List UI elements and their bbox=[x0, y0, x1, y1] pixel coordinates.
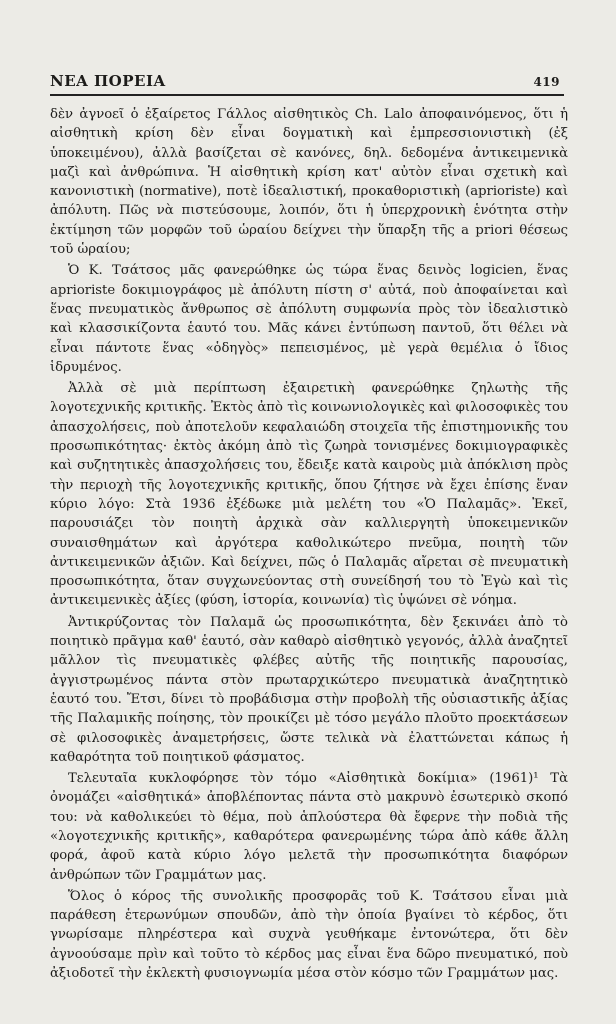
paragraph-5: Τελευταῖα κυκλοφόρησε τὸν τόμο «Αἰσθητικὰ δοκίμια» (1961)¹ Τὰ ὀνομάζει «αἰσθητικά» ἀποβλέποντας πάντα στὸ μακρυνὸ ἐσωτερικὸ σκοπό του: νὰ καθολικεύει τὸ θέμα, ποὺ ἁπλούστερα θὰ ἔφερνε τὴν ποδιὰ τῆς «λογοτεχνικῆς κριτικῆς», καθαρότερα φανερωμένης τώρα ἀπὸ κάθε ἄλλη φορά, ἀφοῦ κατὰ κύριο λόγο μελετᾶ τὴν προσωπικότητα διαφόρων ἀνθρώπων τῶν Γραμμάτων μας. bbox=[50, 771, 568, 883]
paragraph-1: δὲν ἀγνοεῖ ὁ ἐξαίρετος Γάλλος αἰσθητικὸς Ch. Lalo ἀποφαινόμενος, ὅτι ἡ αἰσθητικὴ κρίση δὲν εἶναι δογματικὴ καὶ ἐμπρεσσιονιστικὴ (ἐξ ὑποκειμένου), ἀλλὰ βασίζεται σὲ κανόνες, δηλ. δεδομένα ἀντικειμενικὰ μαζὶ καὶ ἀνθρώπινα. Ἡ αἰσθητικὴ κρίση κατ' αὐτὸν εἶναι σχετικὴ καὶ κανονιστικὴ (normative), ποτὲ ἰδεαλιστική, προκαθοριστικὴ (aprioriste) καὶ ἀπόλυτη. Πῶς νὰ πιστεύσουμε, λοιπόν, ὅτι ἡ ὑπερχρονικὴ ἑνότητα στὴν ἐκτίμηση τῶν μορφῶν τοῦ ὡραίου δείχνει τὴν ὕπαρξη τῆς a priori θέσεως τοῦ ὡραίου; bbox=[50, 107, 568, 258]
running-header bbox=[50, 72, 568, 90]
page-number: 419 bbox=[533, 75, 560, 89]
paragraph-6: Ὅλος ὁ κόρος τῆς συνολικῆς προσφορᾶς τοῦ Κ. Τσάτσου εἶναι μιὰ παράθεση ἑτερωνύμων σπουδῶν, ἀπὸ τὴν ὁποία βγαίνει τὸ κέρδος, ὅτι γνωρίσαμε πληρέστερα καὶ συχνὰ γευθήκαμε ἐντονώτερα, ὅτι δὲν ἀγνοούσαμε πρὶν καὶ τοῦτο τὸ κέρδος μας εἶναι ἕνα δῶρο πνευματικό, ποὺ ἀξιοδοτεῖ τὴν ἐκλεκτὴ φυσιογνωμία μέσα στὸν κόσμο τῶν Γραμμάτων μας. bbox=[50, 888, 568, 982]
paragraph-4: Ἀντικρύζοντας τὸν Παλαμᾶ ὡς προσωπικότητα, δὲν ξεκινάει ἀπὸ τὸ ποιητικὸ πρᾶγμα καθ' ἑαυτό, σὰν καθαρὸ αἰσθητικὸ γεγονός, ἀλλὰ ἀναζητεῖ μᾶλλον τὶς πνευματικὲς φλέβες αὐτῆς τῆς ποιητικῆς παρουσίας, ἀγγιστρωμένος πάντα στὸν πρωταρχικώτερο πνευματικὰ ἀναζητητικὸ ἑαυτό του. Ἔτσι, δίνει τὸ προβάδισμα στὴν προβολὴ τῆς οὐσιαστικῆς ἀξίας τῆς Παλαμικῆς ποίησης, τὸν προικίζει μὲ τόσο μεγάλο πλοῦτο προεκτάσεων σὲ φιλοσοφικὲς ἀναμετρήσεις, ὥστε τελικὰ νὰ ἐλαττώνεται κάπως ἡ καθαρότητα τοῦ ποιητικοῦ φάσματος. bbox=[50, 614, 568, 765]
journal-title: ΝΕΑ ΠΟΡΕΙΑ bbox=[50, 72, 166, 90]
paragraph-3: Ἀλλὰ σὲ μιὰ περίπτωση ἐξαιρετικὴ φανερώθηκε ζηλωτὴς τῆς λογοτεχνικῆς κριτικῆς. Ἐκτὸς ἀπὸ τὶς κοινωνιολογικὲς καὶ φιλοσοφικὲς του ἀπασχολήσεις, ποὺ ἀποτελοῦν κεφαλαιώδη στοιχεῖα τῆς ἐπιστημονικῆς του προσωπικότητας· ἐκτὸς ἀκόμη ἀπὸ τὶς ζωηρὰ τονισμένες δοκιμιογραφικὲς καὶ συζητητικὲς ἀπασχολήσεις του, ἔδειξε κατὰ καιροὺς μιὰ ἀπόκλιση πρὸς τὴν περιοχὴ τῆς λογοτεχνικῆς κριτικῆς, ὅπου ζήτησε νὰ ἔχει ἐπίσης ἕναν κύριο λόγο: Στὰ 1936 ἐξέδωκε μιὰ μελέτη του «Ὁ Παλαμᾶς». Ἐκεῖ, παρουσιάζει τὸν ποιητὴ ἀρχικὰ σὰν καλλιεργητὴ ὑποκειμενικῶν συναισθημάτων καὶ ἀργότερα καθολικώτερο πνεῦμα, ποιητὴ τῶν ἀντικειμενικῶν ἀξιῶν. Καὶ δείχνει, πῶς ὁ Παλαμᾶς αἴρεται σὲ πνευματικὴ προσωπικότητα, ὅταν συγχωνεύοντας στὴ συνείδησή του τὸ Ἐγὼ καὶ τὶς ἀντικειμενικὲς ἀξίες (φύση, ἱστορία, κοινωνία) τὶς ὑψώνει σὲ νόημα. bbox=[50, 381, 568, 609]
article-body bbox=[50, 105, 568, 983]
header-rule bbox=[50, 94, 564, 96]
paragraph-2: Ὁ Κ. Τσάτσος μᾶς φανερώθηκε ὡς τώρα ἕνας δεινὸς logicien, ἕνας aprioriste δοκιμιογράφος μὲ ἀπόλυτη πίστη σ' αὐτά, ποὺ ἀποφαίνεται καὶ ἕνας πνευματικὸς ἄνθρωπος σὲ ἀπόλυτη συμφωνία πρὸς τὸν ἰδεαλιστικὸ καὶ κλασσικίζοντα ἑαυτό του. Μᾶς κάνει ἐντύπωση παντοῦ, ὅτι θέλει νὰ εἶναι πάντοτε ἕνας «ὁδηγὸς» πεπεισμένος, μὲ γερὰ θεμέλια ὁ ἴδιος ἱδρυμένος. bbox=[50, 263, 568, 375]
